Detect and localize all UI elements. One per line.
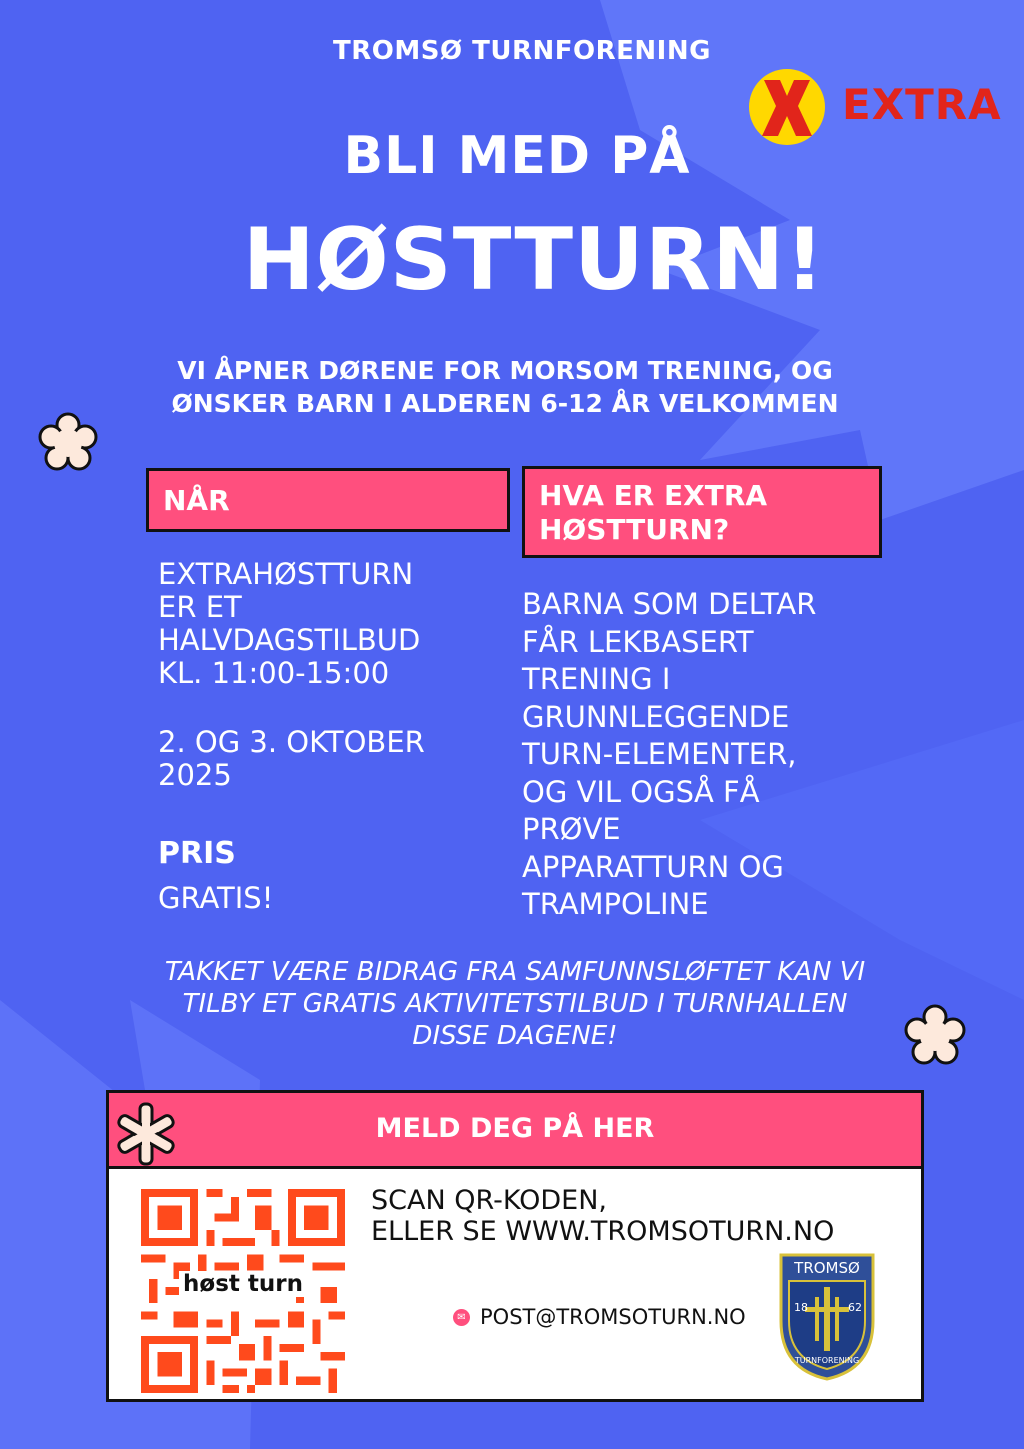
scan-line-1: SCAN QR-KODEN, [371, 1185, 608, 1216]
signup-header [109, 1093, 921, 1169]
signup-heading: MELD DEG PÅ HER [375, 1113, 655, 1144]
intro-text [110, 354, 900, 420]
crest-bottom-text: TURNFORENING [794, 1356, 860, 1365]
price-value: GRATIS! [158, 881, 274, 915]
asterisk-sticker-icon [112, 1100, 180, 1168]
what-line: FÅR LEKBASERT [522, 624, 754, 659]
intro-line-1: VI ÅPNER DØRENE FOR MORSOM TRENING, OG [177, 356, 833, 385]
sponsor-logo-text: EXTRA [842, 80, 1002, 129]
email-row[interactable] [453, 1305, 746, 1329]
what-description [522, 586, 902, 924]
what-line: BARNA SOM DELTAR [522, 587, 817, 621]
organization-name: TROMSØ TURNFORENING [333, 36, 711, 66]
what-heading-box [522, 466, 882, 558]
email-address[interactable]: POST@TROMSOTURN.NO [480, 1305, 746, 1329]
signup-box [106, 1090, 924, 1402]
what-line: PRØVE [522, 812, 621, 846]
date-line: 2. OG 3. OKTOBER [158, 725, 425, 759]
thanks-line-2: TILBY ET GRATIS AKTIVITETSTILBUD I TURNHALLEN [182, 989, 848, 1019]
scan-instructions [371, 1185, 911, 1247]
what-heading-line-2: HØSTTURN? [539, 513, 730, 546]
what-line: GRUNNLEGGENDE [522, 699, 790, 734]
when-details [158, 558, 488, 690]
thanks-text [90, 956, 940, 1052]
tromso-turnforening-crest-icon [775, 1251, 879, 1383]
when-heading-box [146, 468, 510, 532]
flower-sticker-icon [900, 1002, 970, 1070]
crest-year-right: 62 [848, 1301, 862, 1314]
crest-year-left: 18 [794, 1301, 808, 1314]
intro-line-2: ØNSKER BARN I ALDEREN 6-12 ÅR VELKOMMEN [171, 389, 839, 418]
when-line: EXTRAHØSTTURN [158, 557, 414, 591]
when-line: ER ET [158, 590, 242, 624]
what-line: APPARATTURN OG [522, 849, 784, 884]
what-line: TRAMPOLINE [522, 887, 709, 921]
when-line: KL. 11:00-15:00 [158, 656, 390, 690]
event-dates [158, 726, 488, 792]
qr-label [141, 1271, 345, 1297]
price-heading: PRIS [158, 836, 236, 871]
what-heading-line-1: HVA ER EXTRA [539, 479, 768, 512]
crest-top-text: TROMSØ [794, 1259, 860, 1277]
scan-line-2[interactable]: ELLER SE WWW.TROMSOTURN.NO [371, 1216, 835, 1247]
email-icon: ✉ [453, 1309, 470, 1326]
when-line: HALVDAGSTILBUD [158, 623, 421, 657]
date-line: 2025 [158, 758, 232, 792]
what-line: OG VIL OGSÅ FÅ [522, 774, 760, 809]
flower-sticker-icon [34, 410, 102, 476]
when-heading: NÅR [163, 484, 230, 517]
what-line: TRENING I [522, 662, 671, 696]
what-line: TURN-ELEMENTER, [522, 737, 797, 771]
title-line-2: HØSTTURN! [242, 210, 826, 310]
qr-label-text: høst turn [179, 1271, 307, 1297]
thanks-line-3: DISSE DAGENE! [412, 1021, 618, 1051]
title-line-1: BLI MED PÅ [343, 126, 691, 186]
thanks-line-1: TAKKET VÆRE BIDRAG FRA SAMFUNNSLØFTET KAN VI [164, 957, 866, 987]
